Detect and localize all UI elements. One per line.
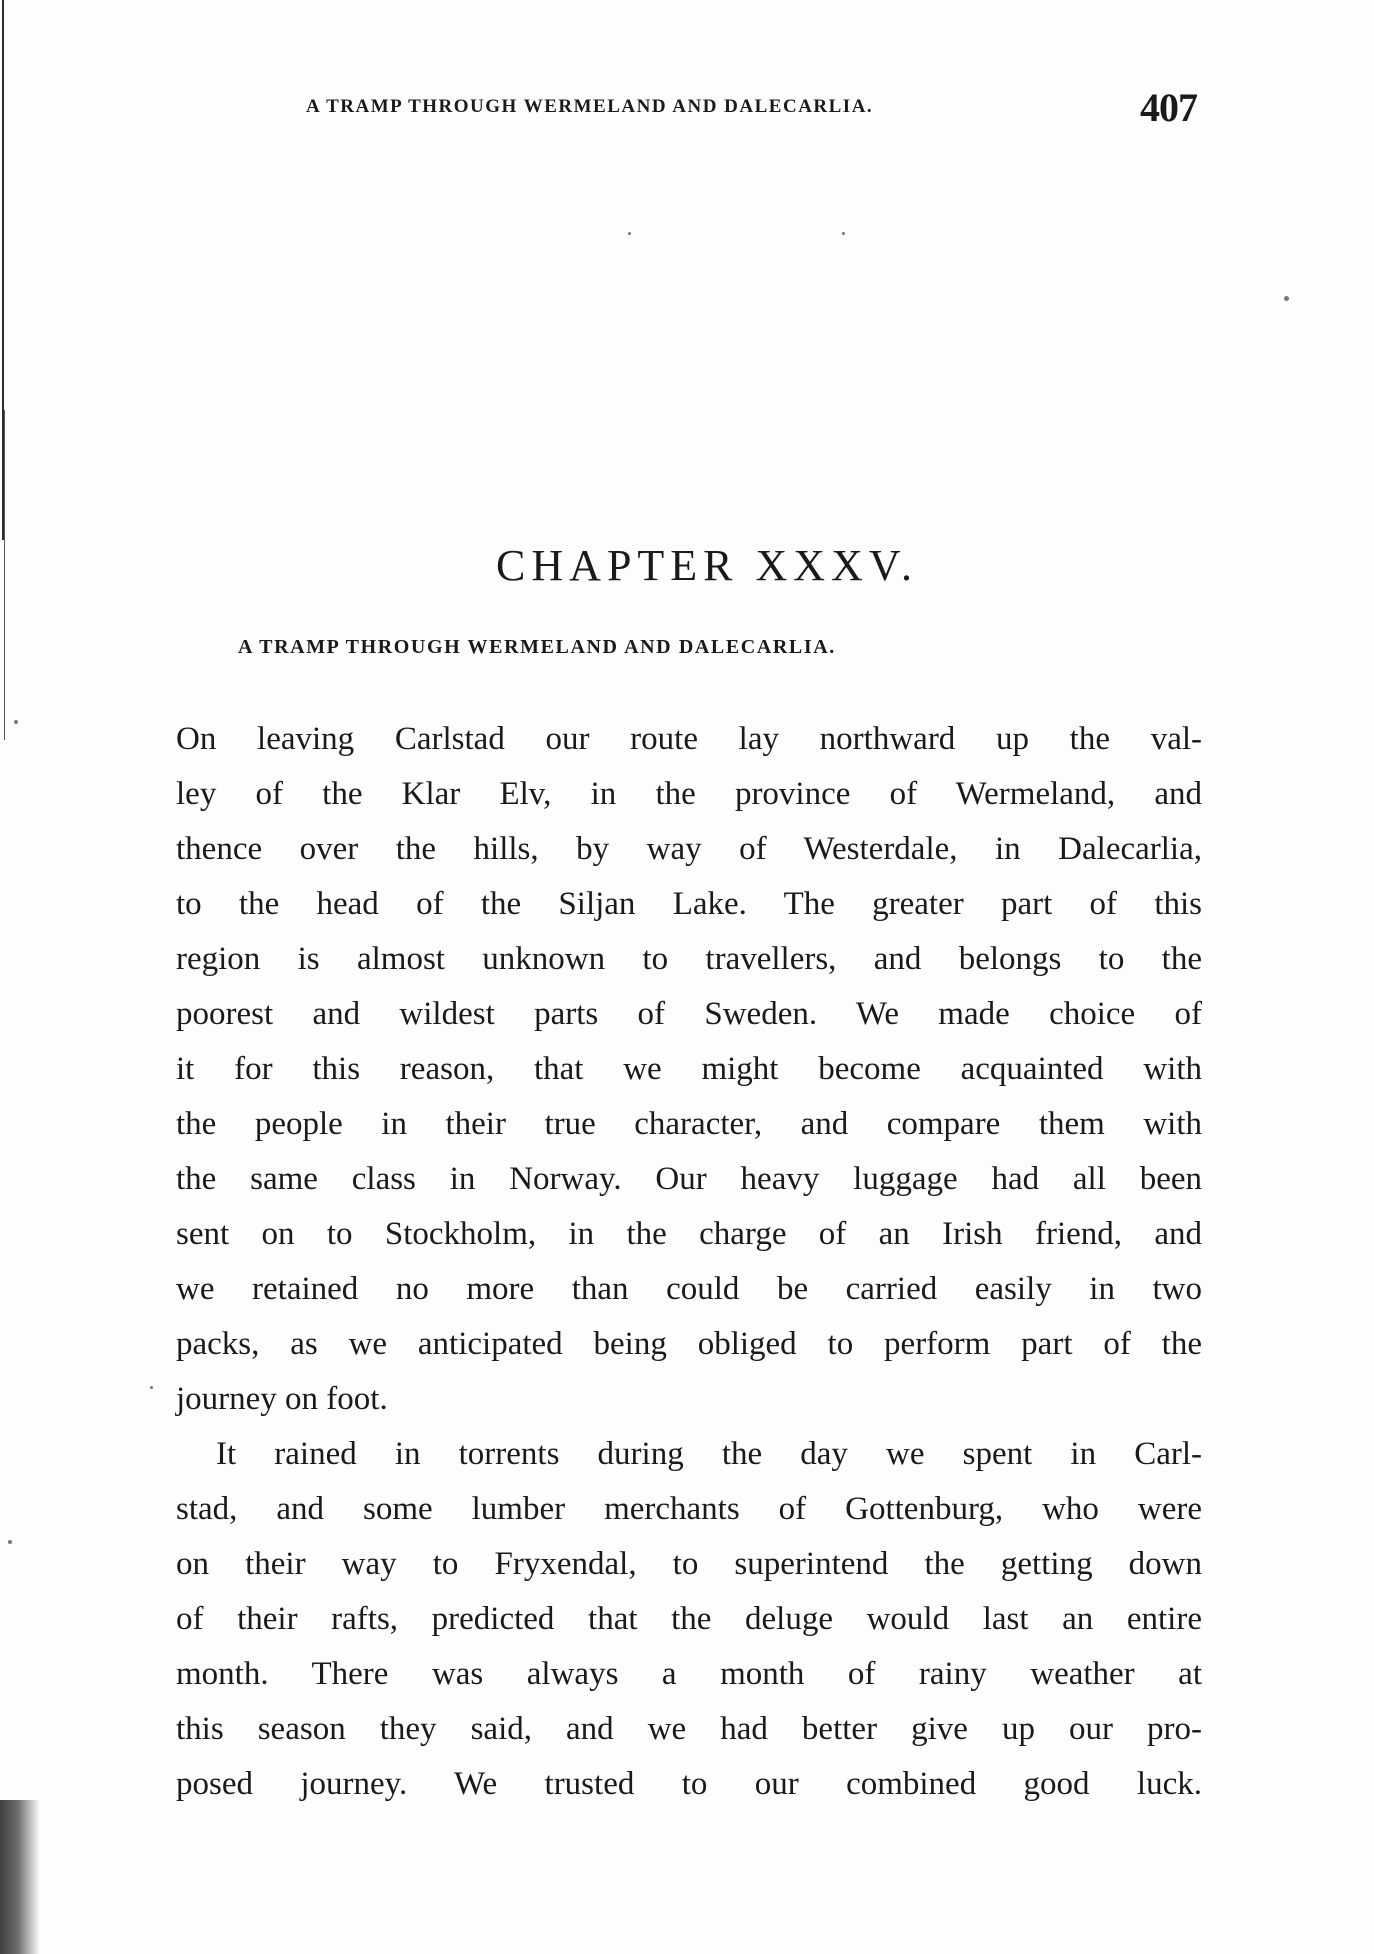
text-line: It rained in torrents during the day we spent in Carl- [216, 1436, 1202, 1472]
text-line: journey on foot. [176, 1381, 388, 1417]
text-line: posed journey. We trusted to our combined good luck. [176, 1766, 1202, 1802]
text-line: we retained no more than could be carried easily in two [176, 1271, 1202, 1307]
text-line: to the head of the Siljan Lake. The greater part of this [176, 886, 1202, 922]
text-line: poorest and wildest parts of Sweden. We made choice of [176, 996, 1202, 1032]
scan-speck [842, 232, 845, 235]
text-line: this season they said, and we had better give up our pro- [176, 1711, 1202, 1747]
text-line: month. There was always a month of rainy weather at [176, 1656, 1202, 1692]
text-line: ley of the Klar Elv, in the province of Wermeland, and [176, 776, 1202, 812]
page-number: 407 [1140, 85, 1197, 130]
text-line: sent on to Stockholm, in the charge of an Irish friend, and [176, 1216, 1202, 1252]
chapter-subtitle: A TRAMP THROUGH WERMELAND AND DALECARLIA. [238, 636, 836, 658]
text-line: stad, and some lumber merchants of Gottenburg, who were [176, 1491, 1202, 1527]
paragraph-2 [176, 1427, 1202, 1812]
text-line: on their way to Fryxendal, to superintend the getting down [176, 1546, 1202, 1582]
chapter-title: CHAPTER XXXV. [496, 541, 918, 590]
text-line: of their rafts, predicted that the deluge would last an entire [176, 1601, 1202, 1637]
text-line: thence over the hills, by way of Westerdale, in Dalecarlia, [176, 831, 1202, 867]
text-line: On leaving Carlstad our route lay northward up the val- [176, 721, 1202, 757]
scan-speck [14, 720, 18, 724]
body-text [176, 712, 1202, 1812]
running-head: A TRAMP THROUGH WERMELAND AND DALECARLIA. [306, 96, 874, 117]
text-line: the people in their true character, and compare them with [176, 1106, 1202, 1142]
scan-speck [8, 1540, 12, 1544]
text-line: packs, as we anticipated being obliged to perform part of the [176, 1326, 1202, 1362]
scan-speck [150, 1386, 153, 1389]
text-line: it for this reason, that we might become acquainted with [176, 1051, 1202, 1087]
scan-smudge [0, 1800, 40, 1954]
text-line: region is almost unknown to travellers, and belongs to the [176, 941, 1202, 977]
scan-speck [1284, 296, 1289, 301]
paragraph-1 [176, 712, 1202, 1427]
text-line: the same class in Norway. Our heavy luggage had all been [176, 1161, 1202, 1197]
scan-speck [628, 232, 631, 235]
